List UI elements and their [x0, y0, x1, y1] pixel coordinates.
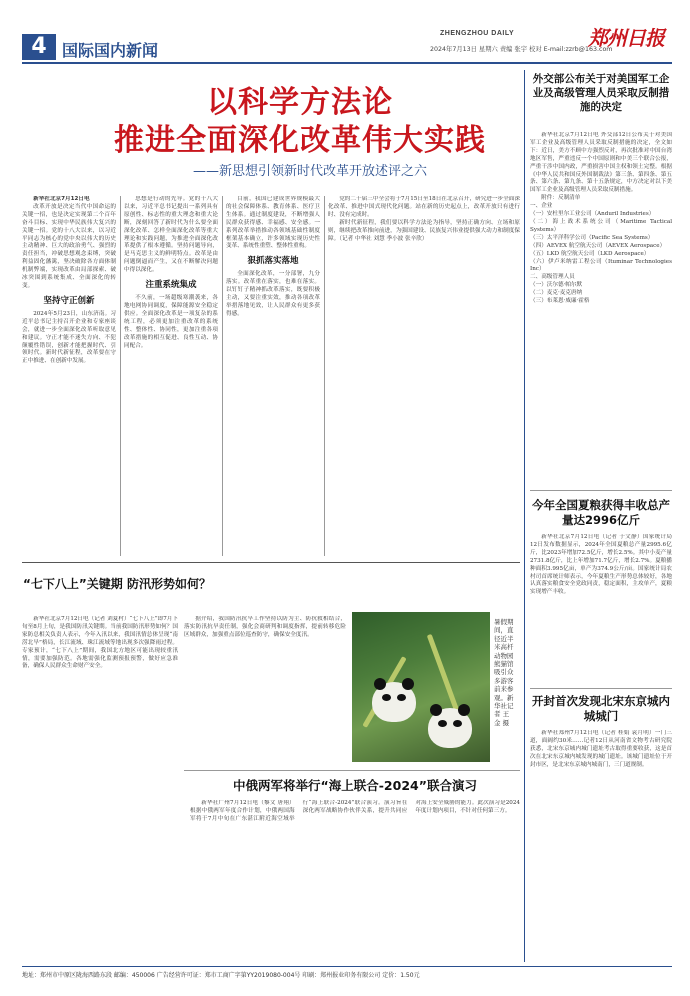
paper-name-en: ZHENGZHOU DAILY	[440, 30, 515, 37]
main-column-1	[22, 196, 116, 556]
countermeasure-list-heading: 附件：反制清单	[541, 195, 581, 202]
main-col2b-text: 不久前，一场超级寒潮袭来，各地电网协同调度，保障能源安全稳定供应。全面深化改革是一项复杂的系统工程，必须更加注重改革的系统性、整体性、协同性，更加注重各项改革措施的相互促进、良性互动、协同配合。	[124, 295, 218, 349]
divider	[530, 688, 672, 689]
main-col4b-text: 新时代新征程，我们要以科学方法论为指导，坚持正确方向、立场和原则，继续把改革推向前进，为强国建设、民族复兴伟业提供强大动力和制度保障。（记者 中华社 刘慧 季小波 张辛欣）	[328, 219, 520, 242]
main-col1b-text: 2024年5月23日，山东济南。习近平总书记主持召开企业和专家座谈会，就进一步全面深化改革听取意见和建议。守正才能不迷失方向、不犯颠覆性错误，创新才能把握时代、引领时代。新时代新征程，改革要在守正中推进、在创新中发展。	[22, 310, 116, 365]
main-byline: 新华社北京7月12日电	[33, 196, 90, 202]
countermeasure-list-item: （六）伊卢米纳雷工程公司（Ituminar Technologies Inc）	[530, 258, 672, 273]
feature-body: 新华社北京7月12日电（记者 刘夏村）“七下八上”即7月下旬至8月上旬，是我国防汛关键期。当前我国防汛形势如何？国家防总相关负责人表示，今年入汛以来，我国汛情总体呈现“南涝北旱”格局，长江流域、珠江流域等地出现多次强降雨过程。专家预计，“七下八上”期间，我国北方地区可能出现较重汛情，需要加强防范。各地需强化监测预报预警，做好应急准备，确保人民群众生命财产安全。	[22, 616, 178, 670]
right-body-3: 新华社郑州7月12日电（记者 桂娟 袁月明）一门三道，面阔约30米……记者12日从河南省文物考古研究院获悉，北宋东京城内城门遗址考古取得重要收获，这是首次在北宋东京城内城发现的城门遗址。该城门遗址位于开封市区，是北宋东京城内城南门，三门道规制。	[530, 730, 672, 768]
right-article-2	[530, 534, 672, 684]
main-col2-text: 思想是行动的先导。党的十八大以来，习近平总书记提出一系列具有原创性、标志性的重大理念和重大论断，深刻回答了新时代为什么要全面深化改革、怎样全面深化改革等重大理论和实践问题，为推进全面深化改革提供了根本遵循。坚持问题导向，是马克思主义的鲜明特点。改革是由问题倒逼而产生，又在不断解决问题中得以深化。	[124, 196, 218, 274]
exercise-headline: 中俄两军将举行“海上联合-2024”联合演习	[233, 778, 477, 793]
panda-icon	[372, 682, 416, 722]
right-body-1: 新华社北京7月12日电 外交部12日公布关于对美国军工企业及高级管理人员采取反制措施的决定，全文如下：近日，美方不顾中方强烈反对，再次批准对中国台湾地区军售，严重违反一个中国原则和中美三个联合公报，严重干涉中国内政，严重损害中国主权和领土完整。根据《中华人民共和国反外国制裁法》第三条、第四条、第五条、第六条、第九条、第十五条规定，中方决定对以下美国军工企业及高级管理人员采取反制措施。	[530, 132, 672, 194]
main-col1-text: 改革开放是决定当代中国命运的关键一招，也是决定实现第二个百年奋斗目标、实现中华民族伟大复兴的关键一招。党的十八大以来，以习近平同志为核心的党中央以伟大的历史主动精神、巨大的政治勇气、强烈的责任担当，冲破思想观念束缚，突破利益固化藩篱，坚决破除各方面体制机制弊端，实现改革由局部探索、破冰突围到系统集成、全面深化的转变。	[22, 203, 116, 289]
countermeasure-list-item: （一）沃尔德·帕尔默	[530, 282, 583, 289]
footer: 地址：郑州市中原区陇海西路东段 邮编：450006 广告经营许可证：郑市工商广字第YY2019080-004号 印刷：郑州报业印务有限公司 定价：1.50元	[22, 972, 420, 979]
right-column-rule	[524, 70, 525, 962]
column-divider	[324, 196, 325, 556]
masthead	[0, 0, 690, 64]
main-headline	[90, 84, 510, 160]
page-number: 4	[22, 34, 56, 60]
feature-column-1	[22, 616, 178, 962]
main-col3b-text: 全面深化改革，一分部署，九分落实。改革重在落实，也难在落实。以钉钉子精神抓改革落实，既要积极主动，又要注重实效，推动各项改革举措落地见效，让人民群众有更多获得感。	[226, 271, 320, 317]
column-divider	[222, 196, 223, 556]
divider	[530, 490, 672, 491]
subheading-1: 坚持守正创新	[43, 295, 95, 306]
divider	[184, 770, 520, 771]
right-body-2: 新华社北京7月12日电（记者 于文静）国家统计局12日发布数据显示，2024年全国夏粮总产量2995.6亿斤，比2023年增加72.5亿斤，增长2.5%。其中小麦产量2731.8亿斤，比上年增加71.7亿斤，增长2.7%。夏粮播种面积3.995亿亩，单产为374.9公斤/亩。国家统计局农村司首席统计师表示，今年夏粮生产形势总体较好，各地认真落实粮食安全党政同责，稳定面积，主攻单产，夏粮实现增产丰收。	[530, 534, 672, 596]
countermeasure-list-item: （四）AEVEX 航空航天公司（AEVEX Aerospace）	[530, 242, 666, 249]
right-article-1	[530, 132, 672, 482]
subheading-2: 注重系统集成	[145, 280, 197, 291]
issue-meta: 2024年7月13日 星期六 责编 张宇 校对 E-mail:zzrb@163.com	[430, 46, 613, 53]
main-column-3	[226, 196, 320, 556]
countermeasure-list-item: （三）布莱恩·威廉·霍格	[530, 298, 590, 305]
countermeasure-list-item: （五）LKD 航空航天公司（LKD Aerospace）	[530, 250, 650, 257]
main-col4-text: 党的二十届三中全会将于7月15日至18日在北京召开，研究进一步全面深化改革、推进中国式现代化问题。站在新的历史起点上，改革开放只有进行时、没有完成时。	[328, 196, 520, 218]
exercise-body: 新华社广州7月12日电（黎文 唐翔）根据中俄两军年度合作计划，中俄两国海军将于7月中旬在广东湛江附近海空域举行“海上联合-2024”联合演习。演习旨在深化两军战略协作伙伴关系，提升共同应对海上安全威胁的能力。此次演习是2024年度计划内项目，不针对任何第三方。	[190, 800, 520, 822]
exercise-article	[190, 800, 520, 960]
right-headline-1: 外交部公布关于对美国军工企业及高级管理人员采取反制措施的决定	[532, 73, 670, 113]
paper-logo: 郑州日报	[588, 26, 664, 50]
photo-caption: 暑假期间，直径近半米高杆动物园熊猫馆吸引众多游客前来参观。新华社记者 王金 摄	[494, 618, 514, 727]
feature-headline: “七下八上”关键期 防汛形势如何？	[23, 577, 211, 591]
right-headline-2: 今年全国夏粮获得丰收总产量达2996亿斤	[532, 498, 670, 527]
main-subhead: ——新思想引领新时代改革开放述评之六	[192, 164, 427, 179]
countermeasure-list-item: （一）安杜里尔工业公司（Anduril Industries）	[530, 211, 655, 218]
countermeasure-list-item: 一、企业	[530, 203, 553, 210]
column-divider	[120, 196, 121, 556]
section-title: 国际国内新闻	[62, 41, 159, 60]
footer-rule	[22, 966, 672, 967]
panda-photo	[352, 612, 490, 762]
main-column-4	[328, 196, 520, 556]
headline-line-1: 以科学方法论	[207, 85, 393, 120]
main-column-2	[124, 196, 218, 556]
subheading-3: 狠抓落实落地	[247, 256, 299, 267]
right-article-3	[530, 730, 672, 962]
main-col3-text: 目前，我国已建成世界规模最大的社会保障体系、教育体系、医疗卫生体系。通过制度建设，不断增强人民群众获得感、幸福感、安全感。一系列改革举措推动各领域基础性制度框架基本确立，许多领域实现历史性变革、系统性重塑、整体性重构。	[226, 196, 320, 250]
countermeasure-list-item: （二）海上战术系统公司（Maritime Tactical Systems）	[530, 218, 672, 233]
countermeasure-list-item: （二）麦克·麦克唐纳	[530, 290, 583, 297]
countermeasure-list-item: 二、高级管理人员	[530, 274, 575, 281]
header-rule	[22, 62, 672, 64]
feature-body-2: 据介绍，我国防汛抗旱工作坚持以防为主、防抗救相结合，落实防汛抗旱责任制，强化会商研判和调度指挥，提前转移危险区域群众，加强重点部位巡查防守，确保安全度汛。	[184, 616, 346, 638]
panda-icon	[428, 708, 472, 748]
countermeasure-list-item: （三）太平洋科学公司（Pacific Sea Systems）	[530, 234, 654, 241]
right-headline-3: 开封首次发现北宋东京城内城城门	[532, 694, 670, 723]
headline-line-2: 推进全面深化改革伟大实践	[114, 123, 486, 158]
countermeasure-list	[530, 203, 672, 306]
section-divider	[22, 562, 520, 563]
